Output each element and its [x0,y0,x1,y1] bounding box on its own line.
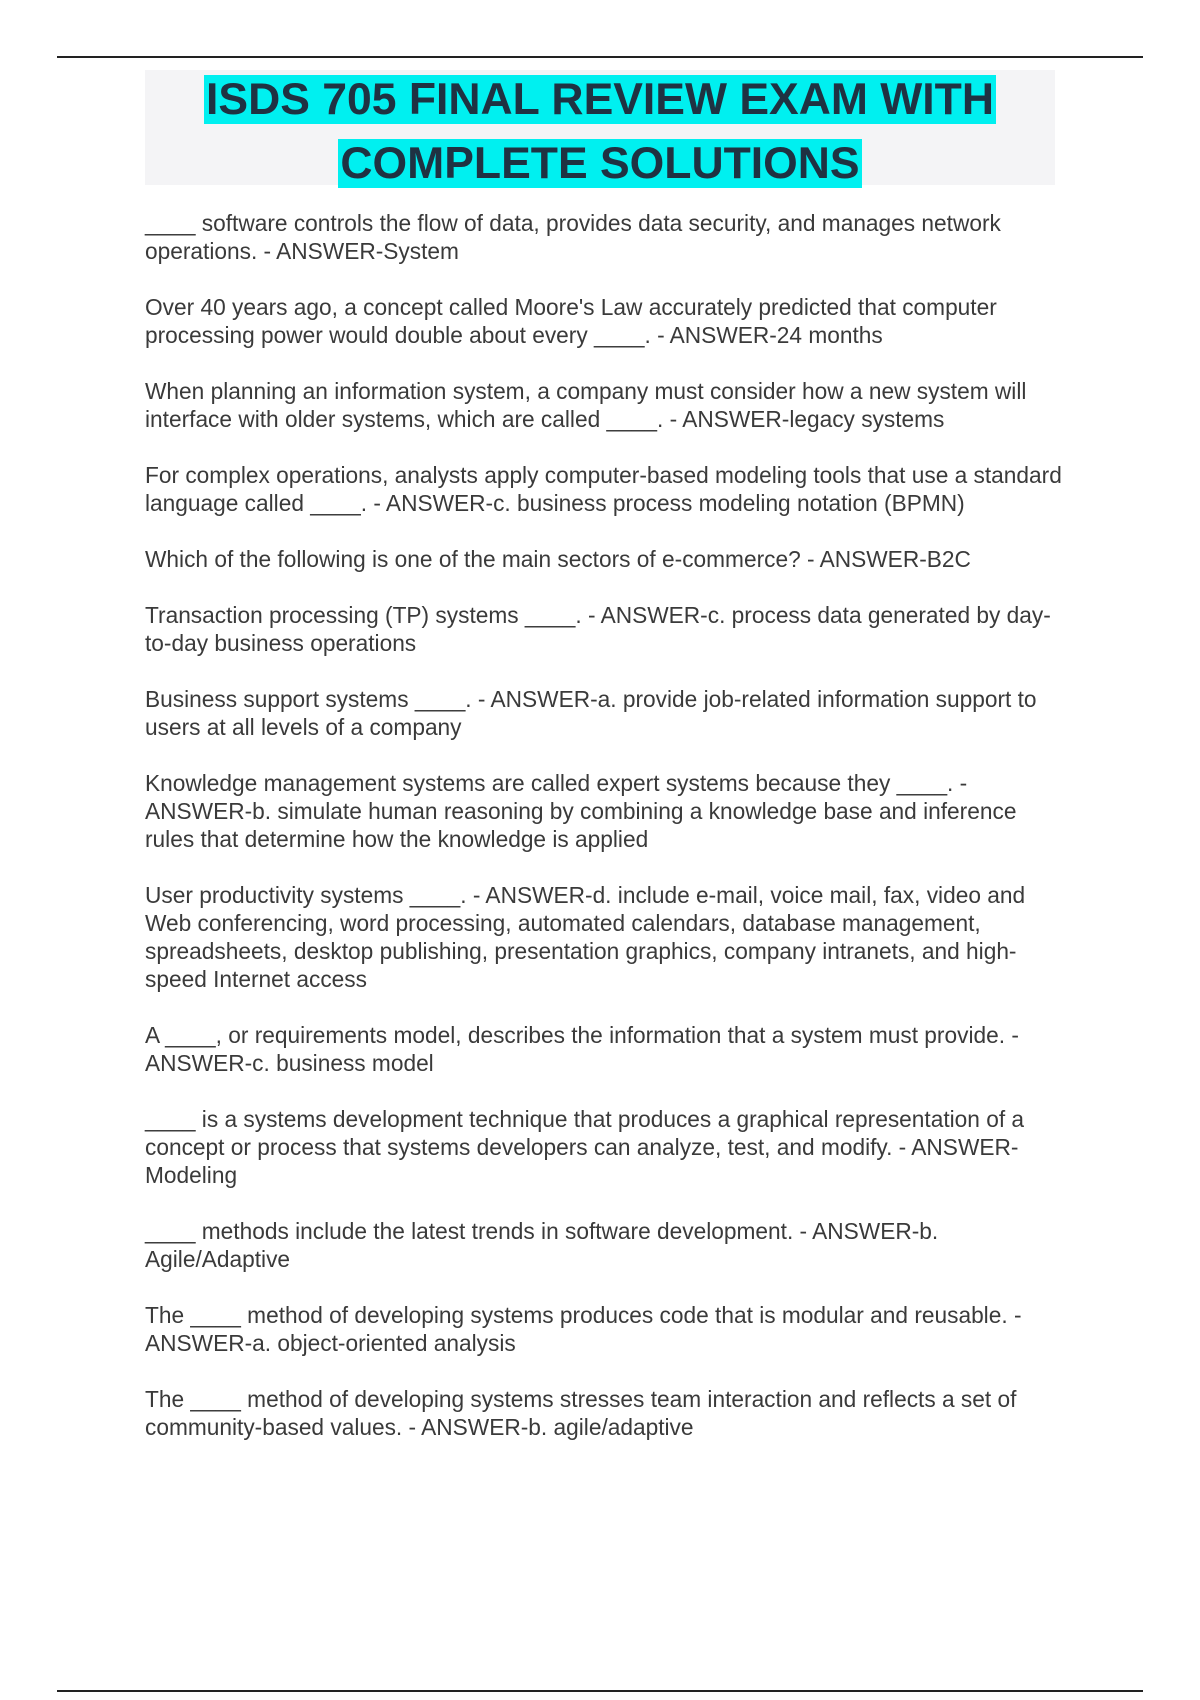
qa-text: Knowledge management systems are called expert systems because they ____. - ANSWER-b. simulate human reasoning by combining a knowledge base and inference rules that determine how the knowledge is applied [145,770,1017,852]
qa-item [145,209,1065,265]
qa-text: When planning an information system, a company must consider how a new system will interface with older systems, which are called ____. - ANSWER-legacy systems [145,378,1027,432]
qa-item [145,1217,1065,1273]
top-rule [57,56,1143,58]
qa-text: The ____ method of developing systems produces code that is modular and reusable. - ANSWER-a. object-oriented analysis [145,1302,1022,1356]
qa-list [145,209,1065,1469]
qa-item [145,1105,1065,1189]
qa-text: ____ methods include the latest trends in software development. - ANSWER-b. Agile/Adaptive [145,1218,939,1272]
qa-text: ____ software controls the flow of data, provides data security, and manages network operations. - ANSWER-System [145,210,1001,264]
qa-item [145,1385,1065,1441]
qa-item [145,769,1065,853]
qa-text: ____ is a systems development technique that produces a graphical representation of a concept or process that systems developers can analyze, test, and modify. - ANSWER-Modeling [145,1106,1025,1188]
document-title-line-1: ISDS 705 FINAL REVIEW EXAM WITH [206,75,994,124]
qa-text: A ____, or requirements model, describes the information that a system must provide. - ANSWER-c. business model [145,1022,1019,1076]
qa-item [145,545,1065,573]
qa-text: The ____ method of developing systems stresses team interaction and reflects a set of community-based values. - ANSWER-b. agile/adaptive [145,1386,1017,1440]
qa-text: For complex operations, analysts apply computer-based modeling tools that use a standard language called ____. - ANSWER-c. business process modeling notation (BPMN) [145,462,1062,516]
qa-item [145,293,1065,349]
qa-item [145,881,1065,993]
qa-text: Transaction processing (TP) systems ____. - ANSWER-c. process data generated by day-to-day business operations [145,602,1051,656]
qa-item [145,461,1065,517]
qa-item [145,601,1065,657]
qa-text: User productivity systems ____. - ANSWER-d. include e-mail, voice mail, fax, video and Web conferencing, word processing, automated calendars, database management, spreadsheets, desktop publishing, presentation graphics, company intranets, and high-speed Internet access [145,882,1026,992]
qa-item [145,685,1065,741]
qa-text: Which of the following is one of the main sectors of e-commerce? - ANSWER-B2C [145,546,971,572]
bottom-rule [57,1690,1143,1692]
document-title-block [145,70,1055,188]
qa-item [145,377,1065,433]
document-title-line-2: COMPLETE SOLUTIONS [340,139,860,188]
qa-item [145,1301,1065,1357]
qa-text: Over 40 years ago, a concept called Moore's Law accurately predicted that computer processing power would double about every ____. - ANSWER-24 months [145,294,997,348]
qa-text: Business support systems ____. - ANSWER-a. provide job-related information support to users at all levels of a company [145,686,1037,740]
qa-item [145,1021,1065,1077]
